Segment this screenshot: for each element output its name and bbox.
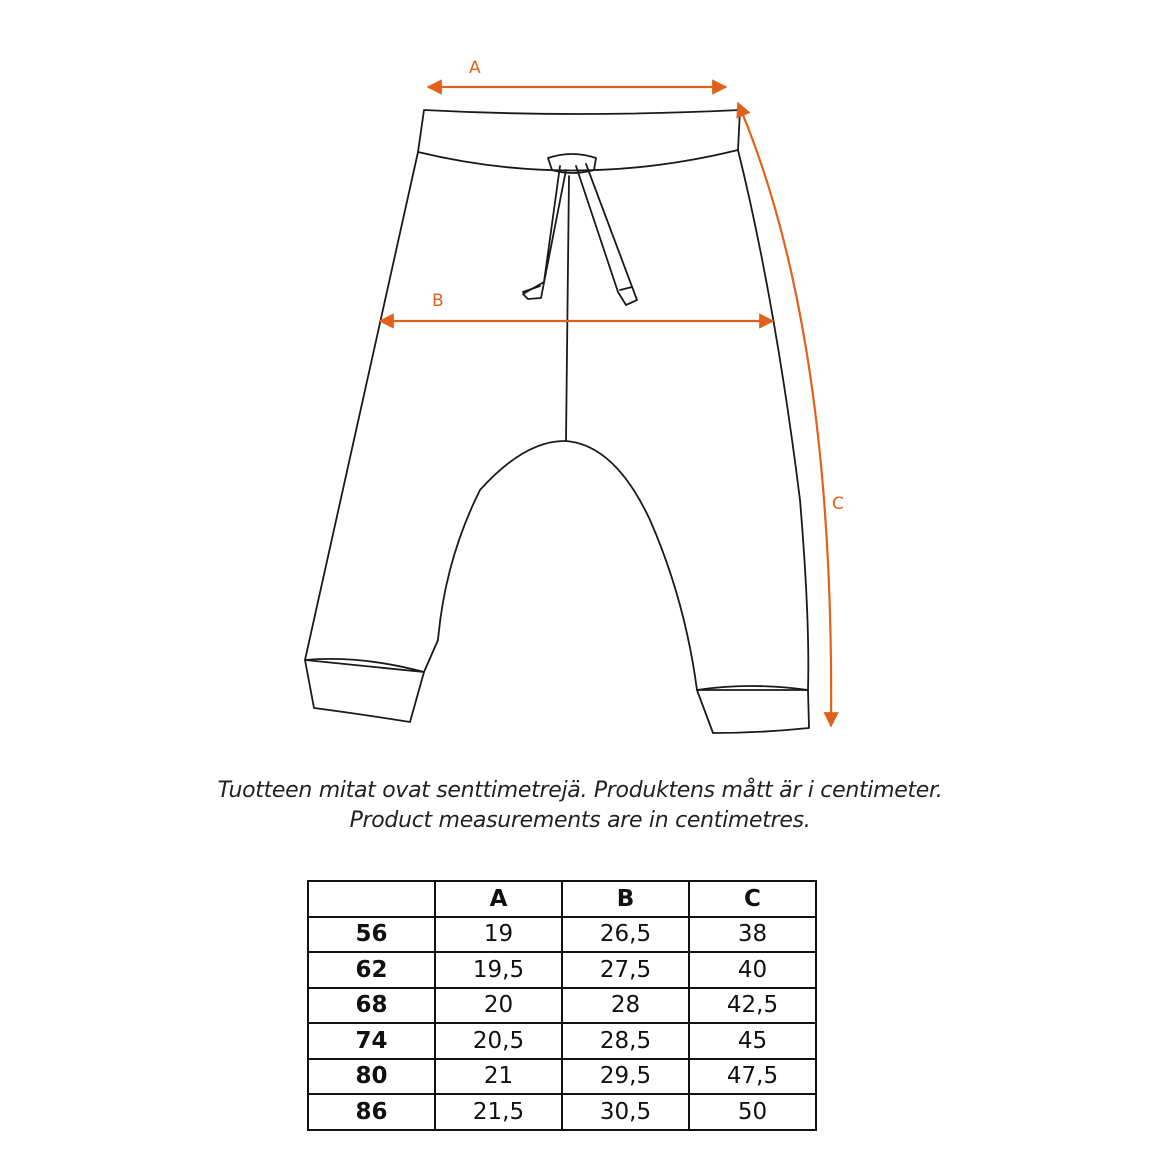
a-cell: 19,5 [435,952,562,988]
size-cell: 86 [308,1094,435,1130]
size-cell: 68 [308,988,435,1024]
b-cell: 26,5 [562,917,689,953]
center-seam [566,176,569,441]
b-cell: 28 [562,988,689,1024]
table-row [308,1059,816,1095]
label-a: A [469,58,481,78]
header-b: B [562,881,689,917]
measurement-labels [432,58,844,514]
caption-line-2: Product measurements are in centimetres. [349,808,811,833]
b-cell: 28,5 [562,1023,689,1059]
table-header-row [308,881,816,917]
a-cell: 21 [435,1059,562,1095]
size-table [307,880,817,1131]
a-cell: 20,5 [435,1023,562,1059]
caption-line-1: Tuotteen mitat ovat senttimetrejä. Produktens mått är i centimeter. [217,778,943,803]
label-b: B [432,291,444,311]
header-size [308,881,435,917]
pants-body [305,150,808,690]
measurement-lines [380,87,831,726]
left-cuff [305,659,424,722]
table-row [308,952,816,988]
table-row [308,1023,816,1059]
a-cell: 19 [435,917,562,953]
measure-c-arrow [738,103,831,726]
table-row [308,917,816,953]
drawstring-left [523,166,566,299]
right-cuff [697,686,809,733]
b-cell: 30,5 [562,1094,689,1130]
size-cell: 62 [308,952,435,988]
drawstring-right [576,164,637,305]
a-cell: 21,5 [435,1094,562,1130]
label-c: C [832,494,844,514]
c-cell: 45 [689,1023,816,1059]
size-cell: 74 [308,1023,435,1059]
table-row [308,988,816,1024]
b-cell: 29,5 [562,1059,689,1095]
b-cell: 27,5 [562,952,689,988]
pants-outline [305,110,809,733]
a-cell: 20 [435,988,562,1024]
header-c: C [689,881,816,917]
size-cell: 80 [308,1059,435,1095]
c-cell: 40 [689,952,816,988]
c-cell: 42,5 [689,988,816,1024]
table-row [308,1094,816,1130]
size-cell: 56 [308,917,435,953]
header-a: A [435,881,562,917]
c-cell: 47,5 [689,1059,816,1095]
c-cell: 50 [689,1094,816,1130]
waistband [418,110,740,171]
c-cell: 38 [689,917,816,953]
